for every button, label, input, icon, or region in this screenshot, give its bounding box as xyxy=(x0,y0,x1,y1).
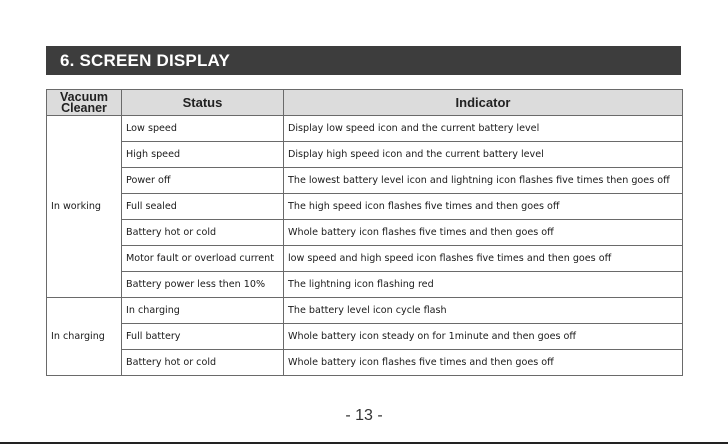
table-row xyxy=(47,298,683,324)
status-cell: High speed xyxy=(122,142,284,168)
header-indicator: Indicator xyxy=(284,90,683,116)
table-row xyxy=(47,272,683,298)
indicator-cell: Display high speed icon and the current battery level xyxy=(284,142,683,168)
table-row xyxy=(47,324,683,350)
page-number: - 13 - xyxy=(345,407,383,424)
table-row xyxy=(47,246,683,272)
header-vacuum-line1: Vacuum xyxy=(60,89,108,104)
header-vacuum-cleaner xyxy=(47,90,122,116)
table-header-row xyxy=(47,90,683,116)
status-cell: Battery hot or cold xyxy=(122,350,284,376)
status-cell: Full sealed xyxy=(122,194,284,220)
status-cell: Motor fault or overload current xyxy=(122,246,284,272)
indicator-cell: low speed and high speed icon flashes five times and then goes off xyxy=(284,246,683,272)
indicator-cell: The high speed icon flashes five times and then goes off xyxy=(284,194,683,220)
indicator-cell: The battery level icon cycle flash xyxy=(284,298,683,324)
header-vacuum-line2: Cleaner xyxy=(61,100,107,115)
table-row xyxy=(47,194,683,220)
indicator-cell: Whole battery icon steady on for 1minute and then goes off xyxy=(284,324,683,350)
header-status: Status xyxy=(122,90,284,116)
indicator-cell: Whole battery icon flashes five times and then goes off xyxy=(284,350,683,376)
status-cell: Full battery xyxy=(122,324,284,350)
status-cell: Battery power less then 10% xyxy=(122,272,284,298)
section-title: 6. SCREEN DISPLAY xyxy=(46,46,681,75)
indicator-cell: Display low speed icon and the current battery level xyxy=(284,116,683,142)
table-row xyxy=(47,220,683,246)
table-row xyxy=(47,350,683,376)
status-cell: Power off xyxy=(122,168,284,194)
indicator-cell: Whole battery icon flashes five times and then goes off xyxy=(284,220,683,246)
group-label-in-working: In working xyxy=(47,116,122,298)
table-row xyxy=(47,142,683,168)
indicator-cell: The lightning icon flashing red xyxy=(284,272,683,298)
group-label-in-charging: In charging xyxy=(47,298,122,376)
status-cell: Low speed xyxy=(122,116,284,142)
table-row xyxy=(47,116,683,142)
status-cell: In charging xyxy=(122,298,284,324)
indicator-cell: The lowest battery level icon and lightning icon flashes five times then goes off xyxy=(284,168,683,194)
screen-display-table xyxy=(46,89,683,376)
status-cell: Battery hot or cold xyxy=(122,220,284,246)
table-row xyxy=(47,168,683,194)
